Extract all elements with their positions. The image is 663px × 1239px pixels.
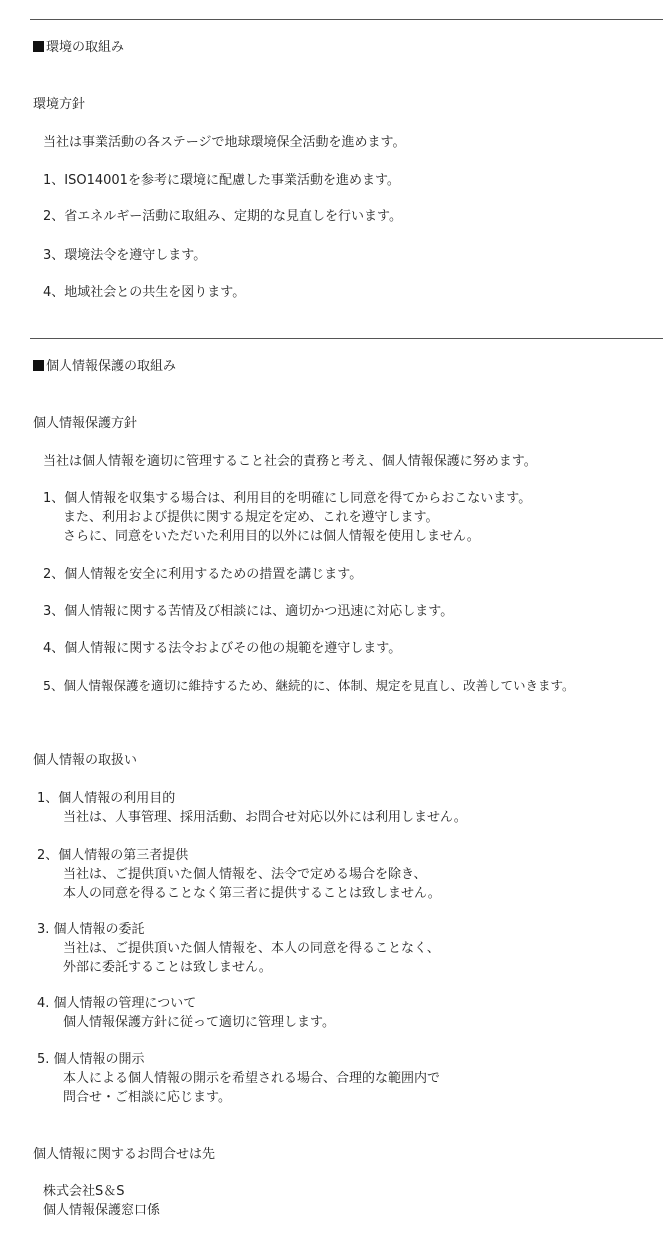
environment-item-4: 4、地域社会との共生を図ります。 bbox=[43, 285, 246, 300]
privacy-item-1-line-3: さらに、同意をいただいた利用目的以外には個人情報を使用しません。 bbox=[63, 529, 480, 544]
handling-item-2-line-1: 当社は、ご提供頂いた個人情報を、法令で定める場合を除き、 bbox=[63, 867, 427, 882]
contact-title: 個人情報に関するお問合せは先 bbox=[33, 1147, 216, 1162]
privacy-item-5: 5、個人情報保護を適切に維持するため、継続的に、体制、規定を見直し、改善していきます。 bbox=[43, 678, 575, 693]
handling-item-2-heading: 2、個人情報の第三者提供 bbox=[37, 848, 189, 863]
contact-department: 個人情報保護窓口係 bbox=[43, 1203, 161, 1218]
environment-item-3: 3、環境法令を遵守します。 bbox=[43, 248, 207, 263]
divider-middle bbox=[30, 338, 663, 339]
handling-title: 個人情報の取扱い bbox=[33, 753, 138, 768]
square-bullet-icon bbox=[33, 41, 44, 52]
environment-item-2: 2、省エネルギー活動に取組み、定期的な見直しを行います。 bbox=[43, 209, 403, 224]
handling-item-1-line-1: 当社は、人事管理、採用活動、お問合せ対応以外には利用しません。 bbox=[63, 810, 467, 825]
handling-item-5-line-2: 問合せ・ご相談に応じます。 bbox=[63, 1090, 231, 1105]
privacy-item-3: 3、個人情報に関する苦情及び相談には、適切かつ迅速に対応します。 bbox=[43, 604, 454, 619]
handling-item-3-line-2: 外部に委託することは致しません。 bbox=[63, 960, 272, 975]
square-bullet-icon bbox=[33, 360, 44, 371]
privacy-item-4: 4、個人情報に関する法令およびその他の規範を遵守します。 bbox=[43, 641, 402, 656]
section-heading-privacy bbox=[33, 357, 176, 376]
privacy-item-1-line-2: また、利用および提供に関する規定を定め、これを遵守します。 bbox=[63, 510, 439, 525]
handling-item-1-heading: 1、個人情報の利用目的 bbox=[37, 791, 176, 806]
contact-company: 株式会社S＆S bbox=[43, 1184, 125, 1199]
privacy-policy-title: 個人情報保護方針 bbox=[33, 416, 138, 431]
handling-item-5-line-1: 本人による個人情報の開示を希望される場合、合理的な範囲内で bbox=[63, 1071, 441, 1086]
environment-policy-title: 環境方針 bbox=[33, 97, 86, 112]
heading-text: 環境の取組み bbox=[46, 40, 125, 55]
heading-text: 個人情報保護の取組み bbox=[46, 359, 177, 374]
environment-item-1: 1、ISO14001を参考に環境に配慮した事業活動を進めます。 bbox=[43, 173, 400, 188]
environment-intro: 当社は事業活動の各ステージで地球環境保全活動を進めます。 bbox=[43, 135, 406, 150]
divider-top bbox=[30, 19, 663, 20]
handling-item-4-heading: 4. 個人情報の管理について bbox=[37, 996, 197, 1011]
handling-item-3-line-1: 当社は、ご提供頂いた個人情報を、本人の同意を得ることなく、 bbox=[63, 941, 440, 956]
privacy-item-1-line-1: 1、個人情報を収集する場合は、利用目的を明確にし同意を得てからおこないます。 bbox=[43, 491, 532, 506]
handling-item-4-line-1: 個人情報保護方針に従って適切に管理します。 bbox=[63, 1015, 335, 1030]
handling-item-3-heading: 3. 個人情報の委託 bbox=[37, 922, 145, 937]
privacy-item-2: 2、個人情報を安全に利用するための措置を講じます。 bbox=[43, 567, 363, 582]
section-heading-environment bbox=[33, 38, 124, 57]
privacy-intro: 当社は個人情報を適切に管理すること社会的責務と考え、個人情報保護に努めます。 bbox=[43, 454, 537, 469]
handling-item-2-line-2: 本人の同意を得ることなく第三者に提供することは致しません。 bbox=[63, 886, 441, 901]
handling-item-5-heading: 5. 個人情報の開示 bbox=[37, 1052, 145, 1067]
